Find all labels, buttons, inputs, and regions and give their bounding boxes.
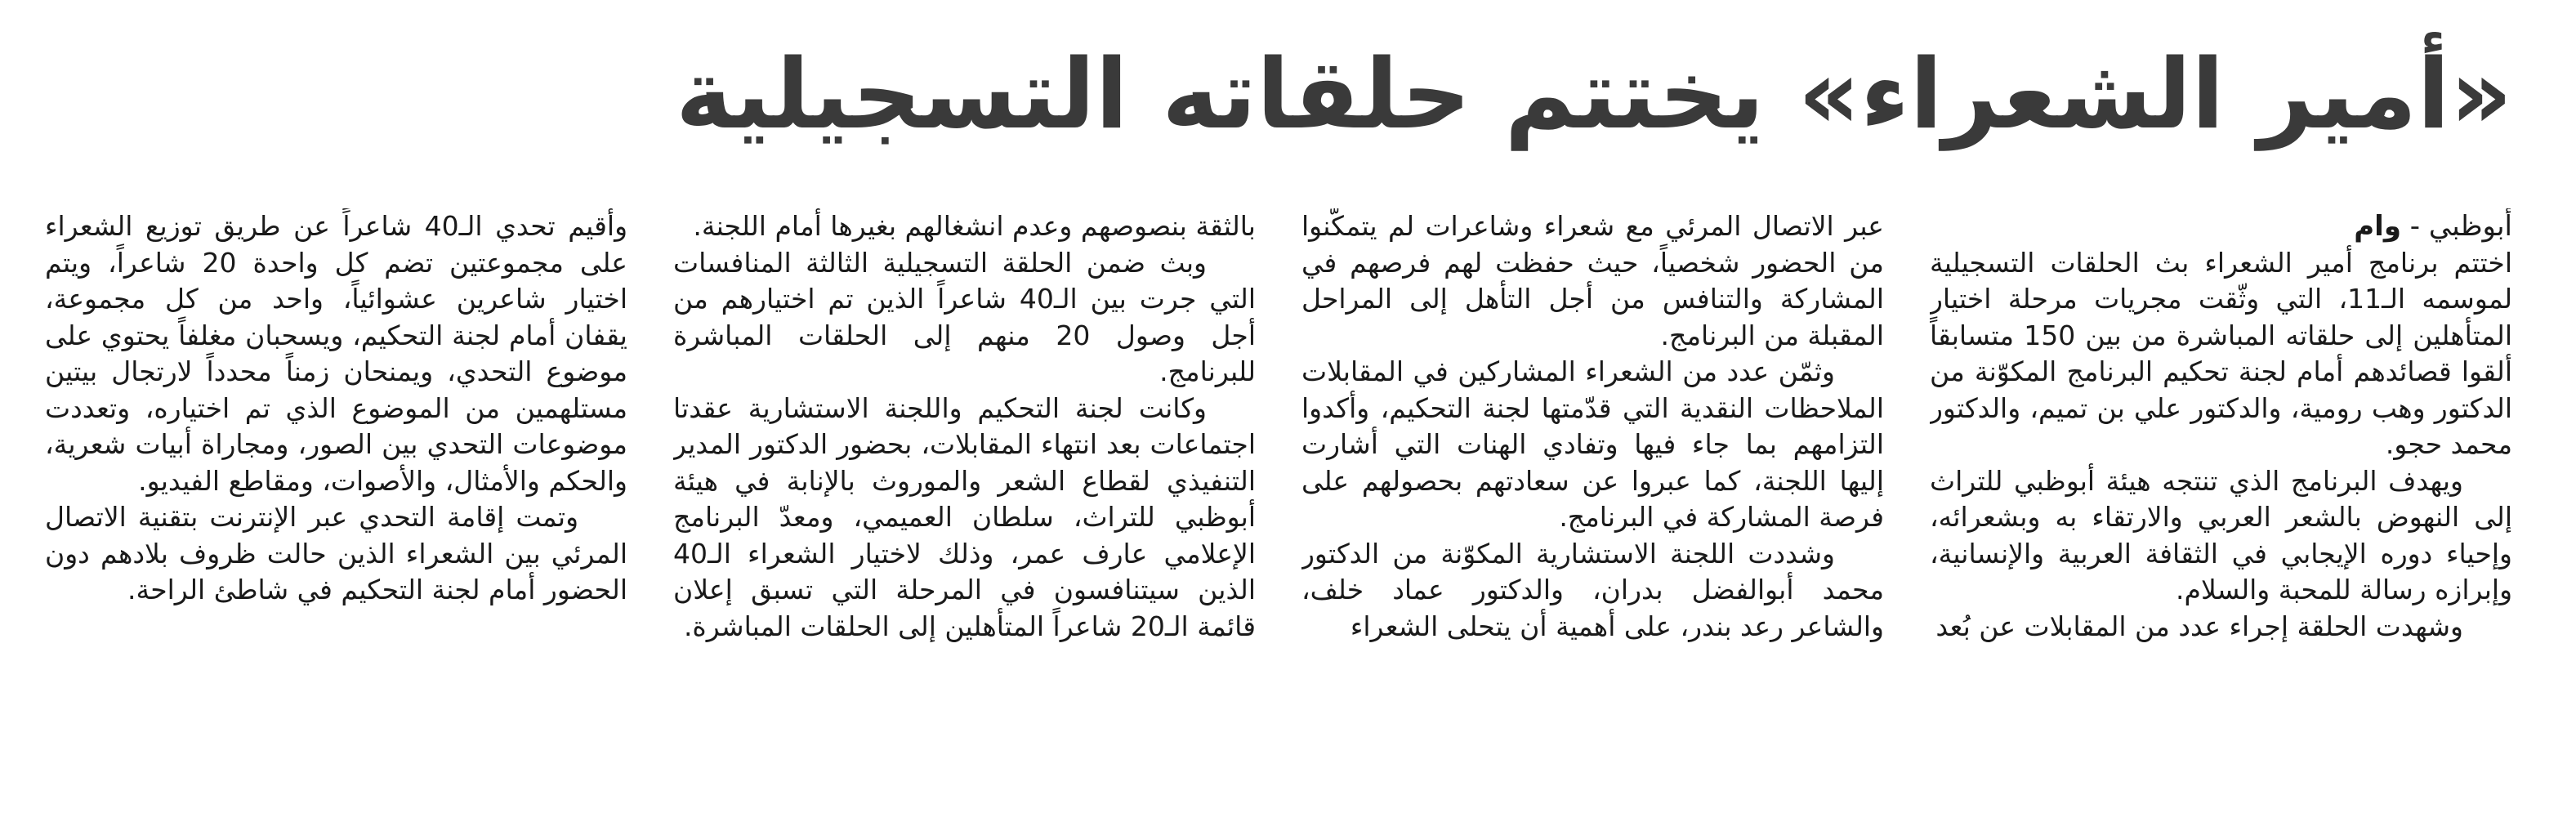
dateline-agency: وام: [2354, 210, 2401, 243]
text-column-1: [1930, 208, 2512, 780]
paragraph: عبر الاتصال المرئي مع شعراء وشاعرات لم يتمكّنوا من الحضور شخصياً، حيث حفظت لهم فرصهم في المشاركة والتنافس من أجل التأهل إلى المراحل المقبلة من البرنامج.: [1301, 210, 1884, 351]
text-column-2: [1301, 208, 1884, 780]
paragraph: اختتم برنامج أمير الشعراء بث الحلقات التسجيلية لموسمه الـ11، التي وثّقت مجريات مرحلة اختيار المتأهلين إلى حلقاته المباشرة من بين 150 متسابقاً ألقوا قصائدهم أمام لجنة تحكيم البرنامج المكوّنة من الدكتور وهب رومية، والدكتور علي بن تميم، والدكتور محمد حجو.: [1930, 246, 2512, 460]
paragraph: وتمت إقامة التحدي عبر الإنترنت بتقنية الاتصال المرئي بين الشعراء الذين حالت ظروف بلادهم دون الحضور أمام لجنة التحكيم في شاطئ الراحة.: [45, 501, 627, 605]
article-columns: [45, 208, 2512, 780]
paragraph: وثمّن عدد من الشعراء المشاركين في المقابلات الملاحظات النقدية التي قدّمتها لجنة التحكيم، وأكدوا التزامهم بما جاء فيها وتفادي الهنات التي أشارت إليها اللجنة، كما عبروا عن سعادتهم بحصولهم على فرصة المشاركة في البرنامج.: [1301, 355, 1884, 533]
paragraph: وشددت اللجنة الاستشارية المكوّنة من الدكتور محمد أبوالفضل بدران، والدكتور عماد خلف، والشاعر رعد بندر، على أهمية أن يتحلى الشعراء: [1301, 537, 1884, 642]
paragraph: وكانت لجنة التحكيم واللجنة الاستشارية عقدتا اجتماعات بعد انتهاء المقابلات، بحضور الدكتور المدير التنفيذي لقطاع الشعر والموروث بالإنابة في هيئة أبوظبي للتراث، سلطان العميمي، ومعدّ البرنامج الإعلامي عارف عمر، وذلك لاختيار الشعراء الـ40 الذين سيتنافسون في المرحلة التي تسبق إعلان قائمة الـ20 شاعراً المتأهلين إلى الحلقات المباشرة.: [673, 391, 1256, 642]
paragraph: بالثقة بنصوصهم وعدم انشغالهم بغيرها أمام اللجنة.: [693, 210, 1256, 242]
dateline: [1930, 208, 2512, 245]
paragraph: وشهدت الحلقة إجراء عدد من المقابلات عن بُعد: [1935, 610, 2463, 642]
text-column-4: [45, 208, 627, 780]
article-headline: «أمير الشعراء» يختتم حلقاته التسجيلية: [675, 38, 2512, 150]
dateline-city: أبوظبي -: [2400, 210, 2512, 243]
paragraph: ويهدف البرنامج الذي تنتجه هيئة أبوظبي للتراث إلى النهوض بالشعر العربي والارتقاء به وبشعرائه، وإحياء دوره الإيجابي في الثقافة العربية والإنسانية، وإبرازه رسالة للمحبة والسلام.: [1930, 464, 2512, 605]
paragraph: وبث ضمن الحلقة التسجيلية الثالثة المنافسات التي جرت بين الـ40 شاعراً الذين تم اختيارهم من أجل وصول 20 منهم إلى الحلقات المباشرة للبرنامج.: [673, 246, 1256, 387]
paragraph: وأقيم تحدي الـ40 شاعراً عن طريق توزيع الشعراء على مجموعتين تضم كل واحدة 20 شاعراً، ويتم اختيار شاعرين عشوائياً، واحد من كل مجموعة، يقفان أمام لجنة التحكيم، ويسحبان مغلفاً يحتوي على موضوع التحدي، ويمنحان زمناً محدداً لارتجال بيتين مستلهمين من الموضوع الذي تم اختياره، وتعددت موضوعات التحدي بين الصور، ومجاراة أبيات شعرية، والحكم والأمثال، والأصوات، ومقاطع الفيديو.: [45, 210, 627, 497]
text-column-3: [673, 208, 1256, 780]
